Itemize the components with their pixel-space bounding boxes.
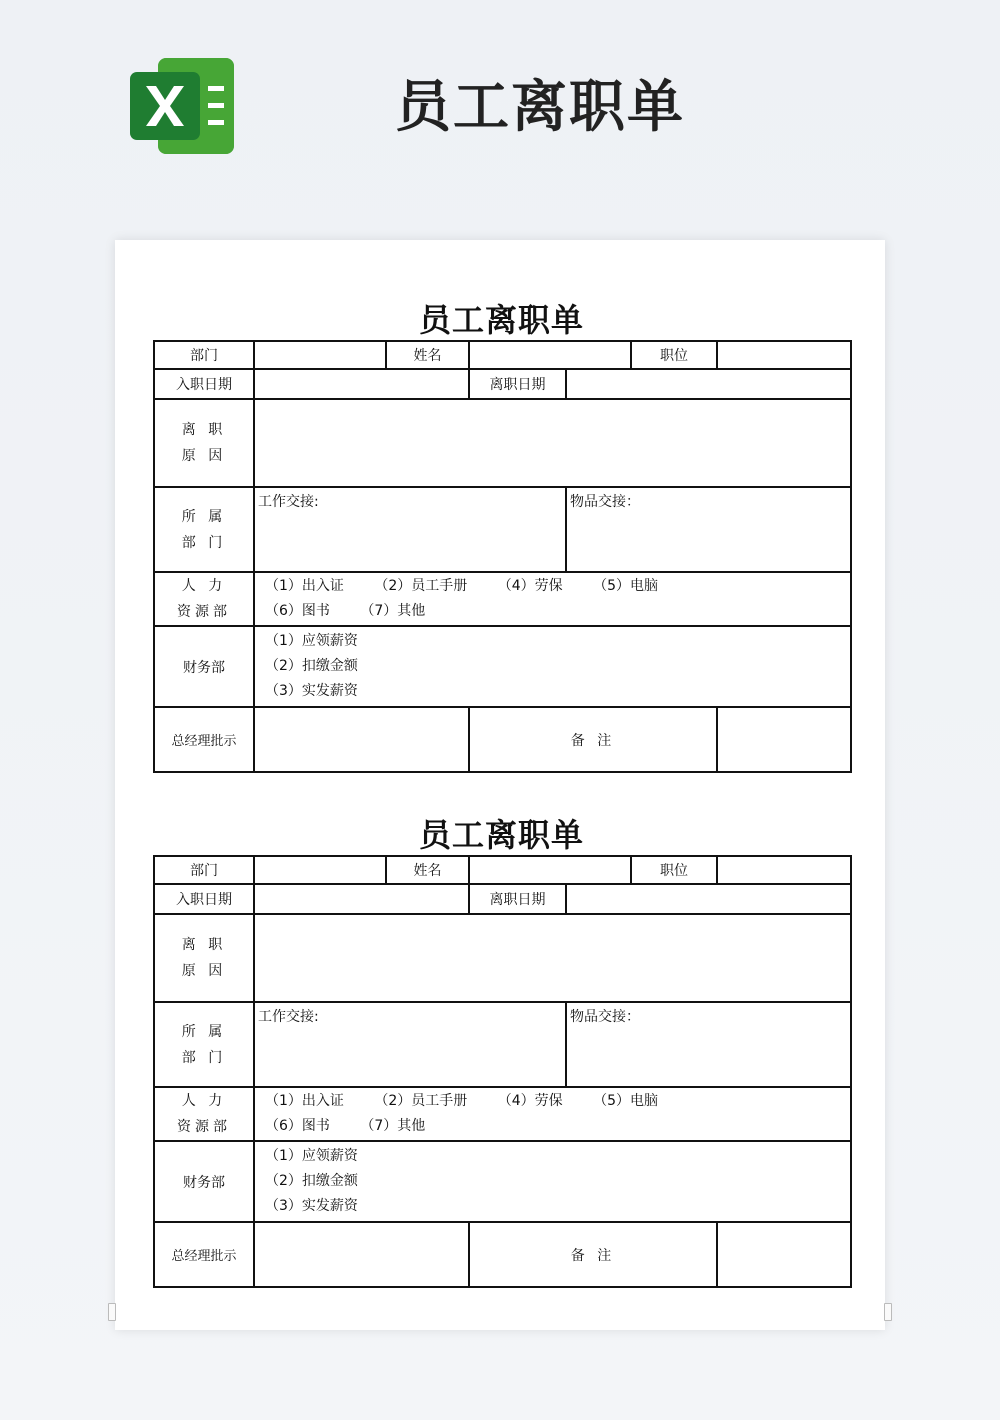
reason-label xyxy=(154,399,254,487)
remark-field[interactable] xyxy=(717,1222,851,1287)
resignation-form-1 xyxy=(153,300,850,773)
form-title: 员工离职单 xyxy=(418,301,584,339)
hr-label-line1: 人 力 xyxy=(181,1093,227,1109)
gm-approval-label: 总经理批示 xyxy=(154,1222,254,1287)
row-dates xyxy=(154,884,851,914)
work-handover-field[interactable] xyxy=(254,487,566,572)
hr-item: （7）其他 xyxy=(360,1118,426,1134)
page-edge-left-marker xyxy=(108,1303,116,1321)
reason-field[interactable] xyxy=(254,914,851,1002)
reason-label-line1: 离 职 xyxy=(181,422,227,438)
reason-label xyxy=(154,914,254,1002)
name-field[interactable] xyxy=(469,856,631,884)
leave-date-field[interactable] xyxy=(566,884,851,914)
form-title: 员工离职单 xyxy=(418,816,584,854)
finance-items xyxy=(254,1141,851,1222)
row-basic-info xyxy=(154,341,851,369)
row-handover xyxy=(154,487,851,572)
hr-label xyxy=(154,572,254,626)
row-handover xyxy=(154,1002,851,1087)
position-field[interactable] xyxy=(717,341,851,369)
page-edge-right-marker xyxy=(884,1303,892,1321)
hr-item: （6）图书 xyxy=(265,1118,330,1134)
dept-field[interactable] xyxy=(254,341,386,369)
hr-item: （4）劳保 xyxy=(497,1093,563,1109)
row-reason xyxy=(154,914,851,1002)
hr-item: （7）其他 xyxy=(360,603,426,619)
row-dates xyxy=(154,369,851,399)
reason-field[interactable] xyxy=(254,399,851,487)
gm-approval-field[interactable] xyxy=(254,707,469,772)
belong-label-line1: 所 属 xyxy=(181,1023,227,1040)
hr-label-line1: 人 力 xyxy=(181,578,227,594)
item-handover-label: 物品交接： xyxy=(570,1009,640,1025)
row-finance xyxy=(154,626,851,707)
hr-label-line2: 资源部 xyxy=(177,1119,231,1135)
join-date-field[interactable] xyxy=(254,369,469,399)
row-hr xyxy=(154,1087,851,1141)
finance-item: （3）实发薪资 xyxy=(265,683,358,699)
work-handover-field[interactable] xyxy=(254,1002,566,1087)
dept-label: 部门 xyxy=(154,856,254,884)
leave-date-field[interactable] xyxy=(566,369,851,399)
finance-item: （3）实发薪资 xyxy=(265,1198,358,1214)
hr-item: （1）出入证 xyxy=(265,1093,344,1109)
name-label: 姓名 xyxy=(386,856,469,884)
position-label: 职位 xyxy=(631,341,717,369)
work-handover-label: 工作交接: xyxy=(258,494,319,510)
row-approval xyxy=(154,707,851,772)
row-basic-info xyxy=(154,856,851,884)
hr-items xyxy=(254,572,851,626)
reason-label-line1: 离 职 xyxy=(181,937,227,953)
item-handover-field[interactable] xyxy=(566,1002,851,1087)
excel-icon xyxy=(130,58,234,154)
finance-item: （1）应领薪资 xyxy=(265,1148,358,1164)
leave-date-label: 离职日期 xyxy=(469,884,566,914)
finance-label: 财务部 xyxy=(154,626,254,707)
work-handover-label: 工作交接: xyxy=(258,1009,319,1025)
dept-field[interactable] xyxy=(254,856,386,884)
belong-label-line2: 部 门 xyxy=(181,534,227,551)
page-header xyxy=(0,0,1000,200)
hr-items xyxy=(254,1087,851,1141)
belong-label-line1: 所 属 xyxy=(181,508,227,525)
position-field[interactable] xyxy=(717,856,851,884)
belong-dept-label xyxy=(154,487,254,572)
name-label: 姓名 xyxy=(386,341,469,369)
remark-label: 备 注 xyxy=(469,707,717,772)
finance-item: （2）扣缴金额 xyxy=(265,658,358,674)
form-table xyxy=(153,340,852,773)
hr-label xyxy=(154,1087,254,1141)
hr-item: （5）电脑 xyxy=(593,578,659,594)
item-handover-field[interactable] xyxy=(566,487,851,572)
row-finance xyxy=(154,1141,851,1222)
row-approval xyxy=(154,1222,851,1287)
reason-label-line2: 原 因 xyxy=(181,963,227,979)
hr-item: （1）出入证 xyxy=(265,578,344,594)
hr-item: （2）员工手册 xyxy=(374,1093,468,1109)
gm-approval-label: 总经理批示 xyxy=(154,707,254,772)
position-label: 职位 xyxy=(631,856,717,884)
finance-item: （2）扣缴金额 xyxy=(265,1173,358,1189)
document-page xyxy=(115,240,885,1330)
name-field[interactable] xyxy=(469,341,631,369)
hr-label-line2: 资源部 xyxy=(177,604,231,620)
join-date-label: 入职日期 xyxy=(154,369,254,399)
finance-label: 财务部 xyxy=(154,1141,254,1222)
belong-dept-label xyxy=(154,1002,254,1087)
remark-field[interactable] xyxy=(717,707,851,772)
header-title: 员工离职单 xyxy=(395,75,685,140)
remark-label: 备 注 xyxy=(469,1222,717,1287)
dept-label: 部门 xyxy=(154,341,254,369)
resignation-form-2 xyxy=(153,815,850,1288)
belong-label-line2: 部 门 xyxy=(181,1049,227,1066)
hr-item: （4）劳保 xyxy=(497,578,563,594)
hr-item: （5）电脑 xyxy=(593,1093,659,1109)
join-date-field[interactable] xyxy=(254,884,469,914)
leave-date-label: 离职日期 xyxy=(469,369,566,399)
gm-approval-field[interactable] xyxy=(254,1222,469,1287)
row-hr xyxy=(154,572,851,626)
finance-items xyxy=(254,626,851,707)
item-handover-label: 物品交接： xyxy=(570,494,640,510)
join-date-label: 入职日期 xyxy=(154,884,254,914)
form-table xyxy=(153,855,852,1288)
hr-item: （6）图书 xyxy=(265,603,330,619)
finance-item: （1）应领薪资 xyxy=(265,633,358,649)
hr-item: （2）员工手册 xyxy=(374,578,468,594)
row-reason xyxy=(154,399,851,487)
reason-label-line2: 原 因 xyxy=(181,448,227,464)
